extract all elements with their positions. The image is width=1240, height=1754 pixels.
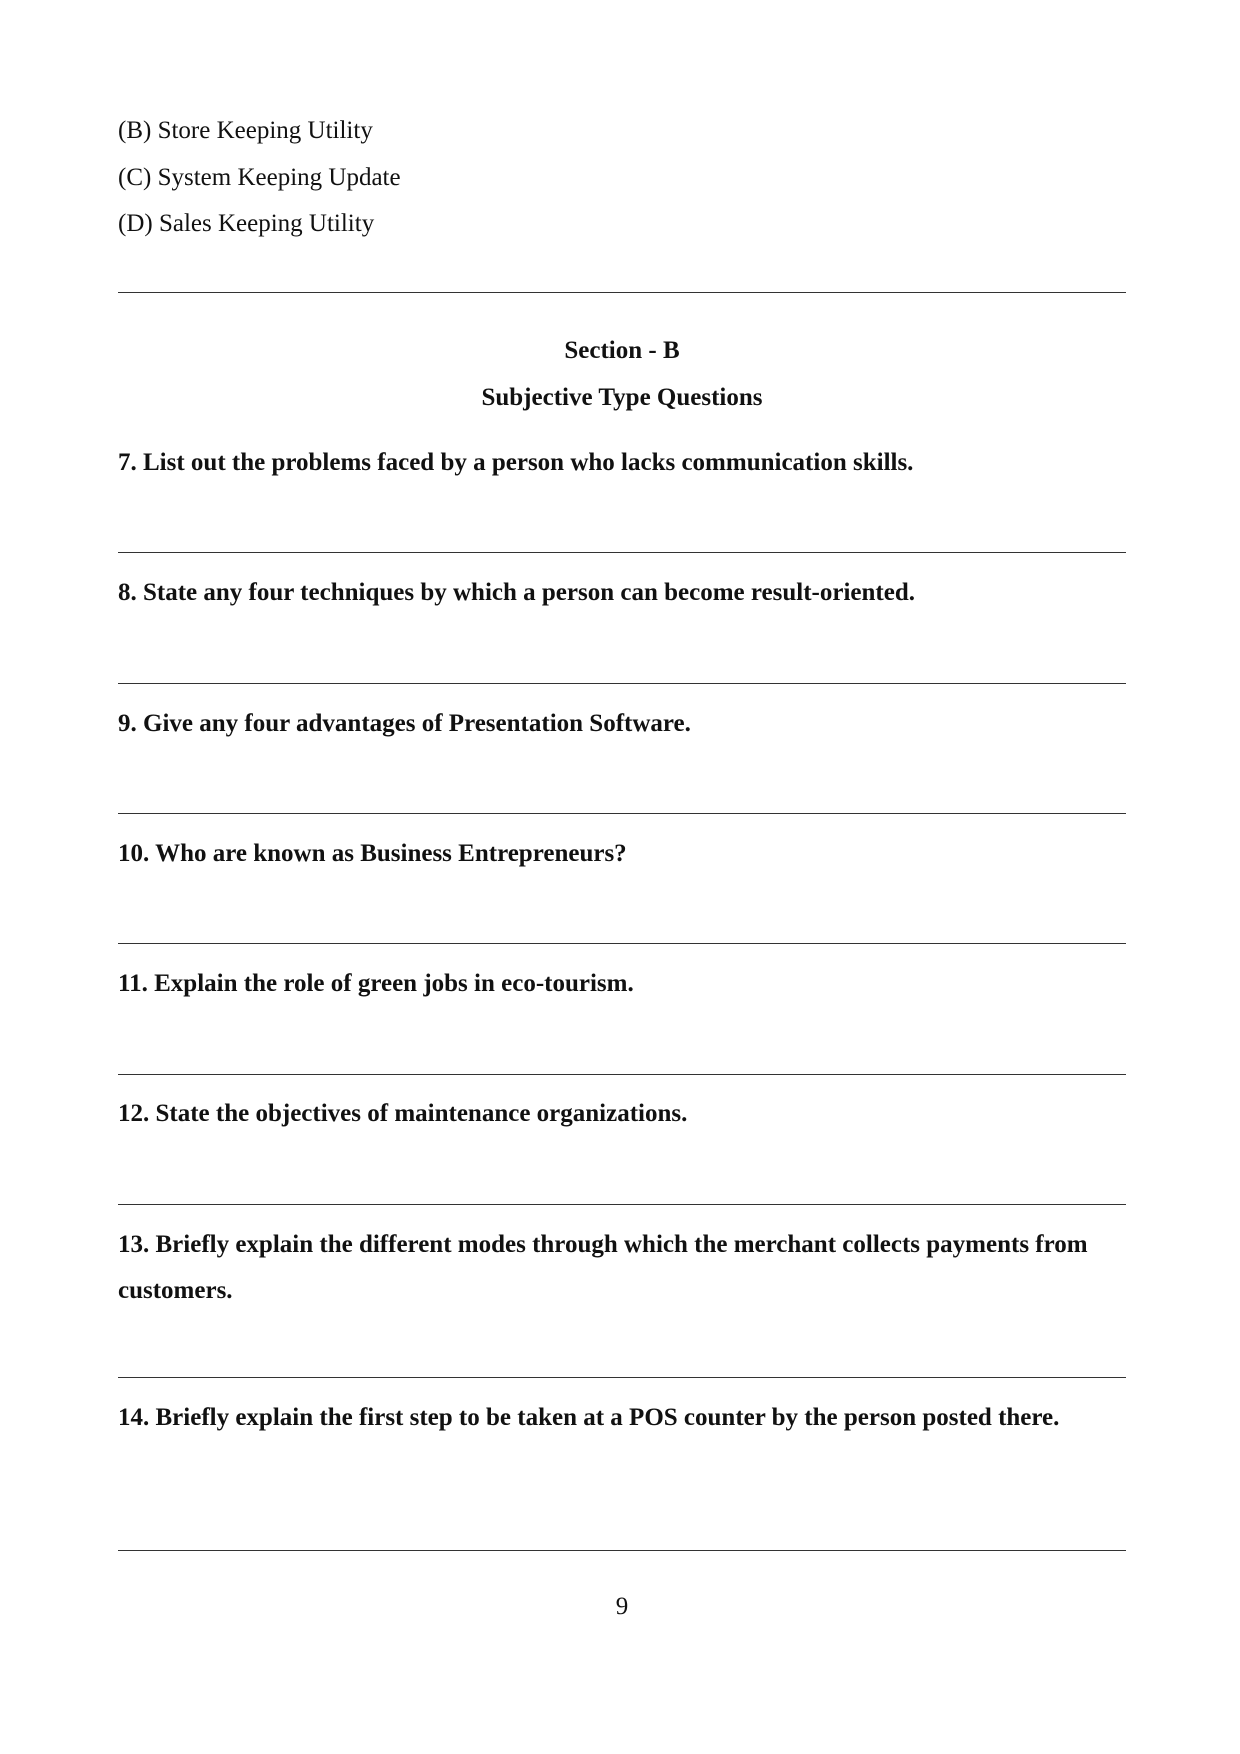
- answer-divider: [118, 1377, 1126, 1378]
- divider: [118, 292, 1126, 293]
- question-number: 9.: [118, 710, 137, 737]
- question-10: [118, 831, 1128, 877]
- question-text: Briefly explain the different modes through which the merchant collects payments from customers.: [118, 1231, 1088, 1304]
- question-number: 11.: [118, 970, 148, 997]
- question-text: Give any four advantages of Presentation Software.: [143, 710, 691, 737]
- question-11: [118, 961, 1128, 1007]
- question-9: [118, 701, 1128, 747]
- section-subtitle: Subjective Type Questions: [481, 384, 763, 411]
- answer-divider: [118, 943, 1126, 944]
- question-number: 7.: [118, 449, 137, 476]
- question-text: Who are known as Business Entrepreneurs?: [155, 840, 627, 867]
- question-text: List out the problems faced by a person who lacks communication skills.: [143, 449, 914, 476]
- question-number: 13.: [118, 1231, 150, 1258]
- answer-divider: [118, 1204, 1126, 1205]
- question-number: 12.: [118, 1100, 150, 1127]
- question-12: [118, 1091, 1128, 1137]
- question-8: [118, 570, 1128, 616]
- question-number: 8.: [118, 579, 137, 606]
- question-number: 10.: [118, 840, 150, 867]
- answer-divider: [118, 683, 1126, 684]
- answer-divider: [118, 1074, 1126, 1075]
- question-text: Briefly explain the first step to be taken at a POS counter by the person posted there.: [155, 1404, 1060, 1431]
- question-number: 14.: [118, 1404, 150, 1431]
- answer-divider: [118, 1550, 1126, 1551]
- option-d: (D) Sales Keeping Utility: [118, 210, 375, 237]
- page-number: 9: [615, 1593, 629, 1620]
- answer-divider: [118, 552, 1126, 553]
- question-13: [118, 1222, 1128, 1314]
- answer-divider: [118, 813, 1126, 814]
- section-title: Section - B: [564, 337, 680, 364]
- question-14: [118, 1395, 1128, 1441]
- option-b: (B) Store Keeping Utility: [118, 117, 373, 144]
- question-text: State the objectives of maintenance organizations.: [155, 1100, 688, 1127]
- question-text: State any four techniques by which a person can become result-oriented.: [143, 579, 915, 606]
- question-7: [118, 440, 1128, 486]
- option-c: (C) System Keeping Update: [118, 164, 401, 191]
- question-text: Explain the role of green jobs in eco-tourism.: [154, 970, 634, 997]
